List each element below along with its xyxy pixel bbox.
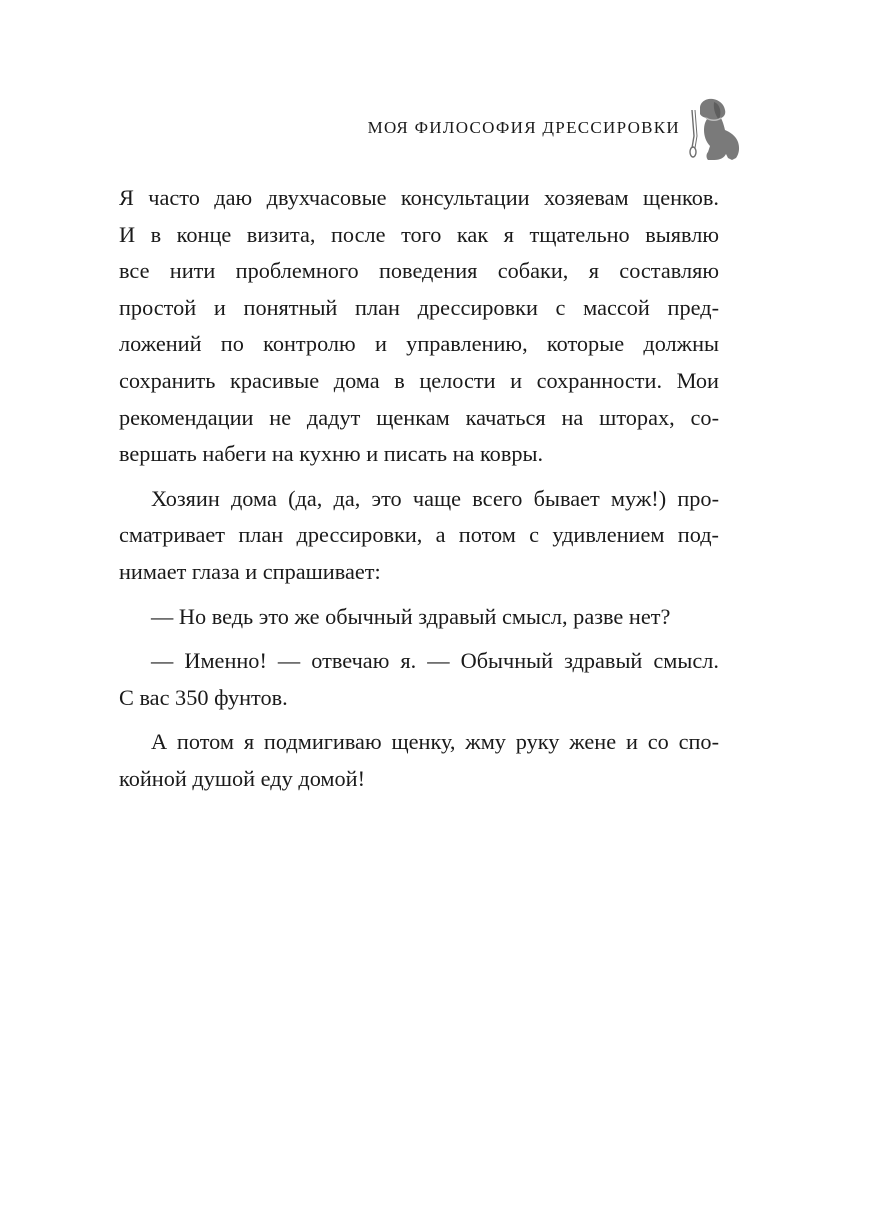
text-line: сохранить красивые дома в целости и сохранности. Мои	[119, 367, 719, 393]
text-line: койной душой еду домой!	[119, 765, 366, 791]
text-line: все нити проблемного поведения собаки, я составляю	[119, 258, 719, 284]
text-line: простой и понятный план дрессировки с массой пред-	[119, 294, 719, 320]
text-line: нимает глаза и спрашивает:	[119, 558, 381, 584]
dog-silhouette-icon	[686, 96, 746, 164]
text-line: сматривает план дрессировки, а потом с удивлением под-	[119, 522, 719, 548]
text-line: ложений по контролю и управлению, которые должны	[119, 331, 719, 357]
text-line: Хозяин дома (да, да, это чаще всего бывает муж!) про-	[151, 485, 719, 511]
text-line: С вас 350 фунтов.	[119, 684, 288, 710]
text-line: — Именно! — отвечаю я. — Обычный здравый смысл.	[151, 648, 719, 674]
text-line: И в конце визита, после того как я тщательно выявлю	[119, 221, 719, 247]
text-line: А потом я подмигиваю щенку, жму руку жене и со спо-	[151, 729, 719, 755]
text-line: вершать набеги на кухню и писать на ковры.	[119, 441, 544, 467]
running-title: МОЯ ФИЛОСОФИЯ ДРЕССИРОВКИ	[367, 118, 680, 137]
body-text	[119, 180, 719, 798]
text-line: — Но ведь это же обычный здравый смысл, разве нет?	[151, 603, 671, 629]
text-line: рекомендации не дадут щенкам качаться на шторах, со-	[119, 404, 719, 430]
text-line: Я часто даю двухчасовые консультации хозяевам щенков.	[119, 185, 719, 210]
